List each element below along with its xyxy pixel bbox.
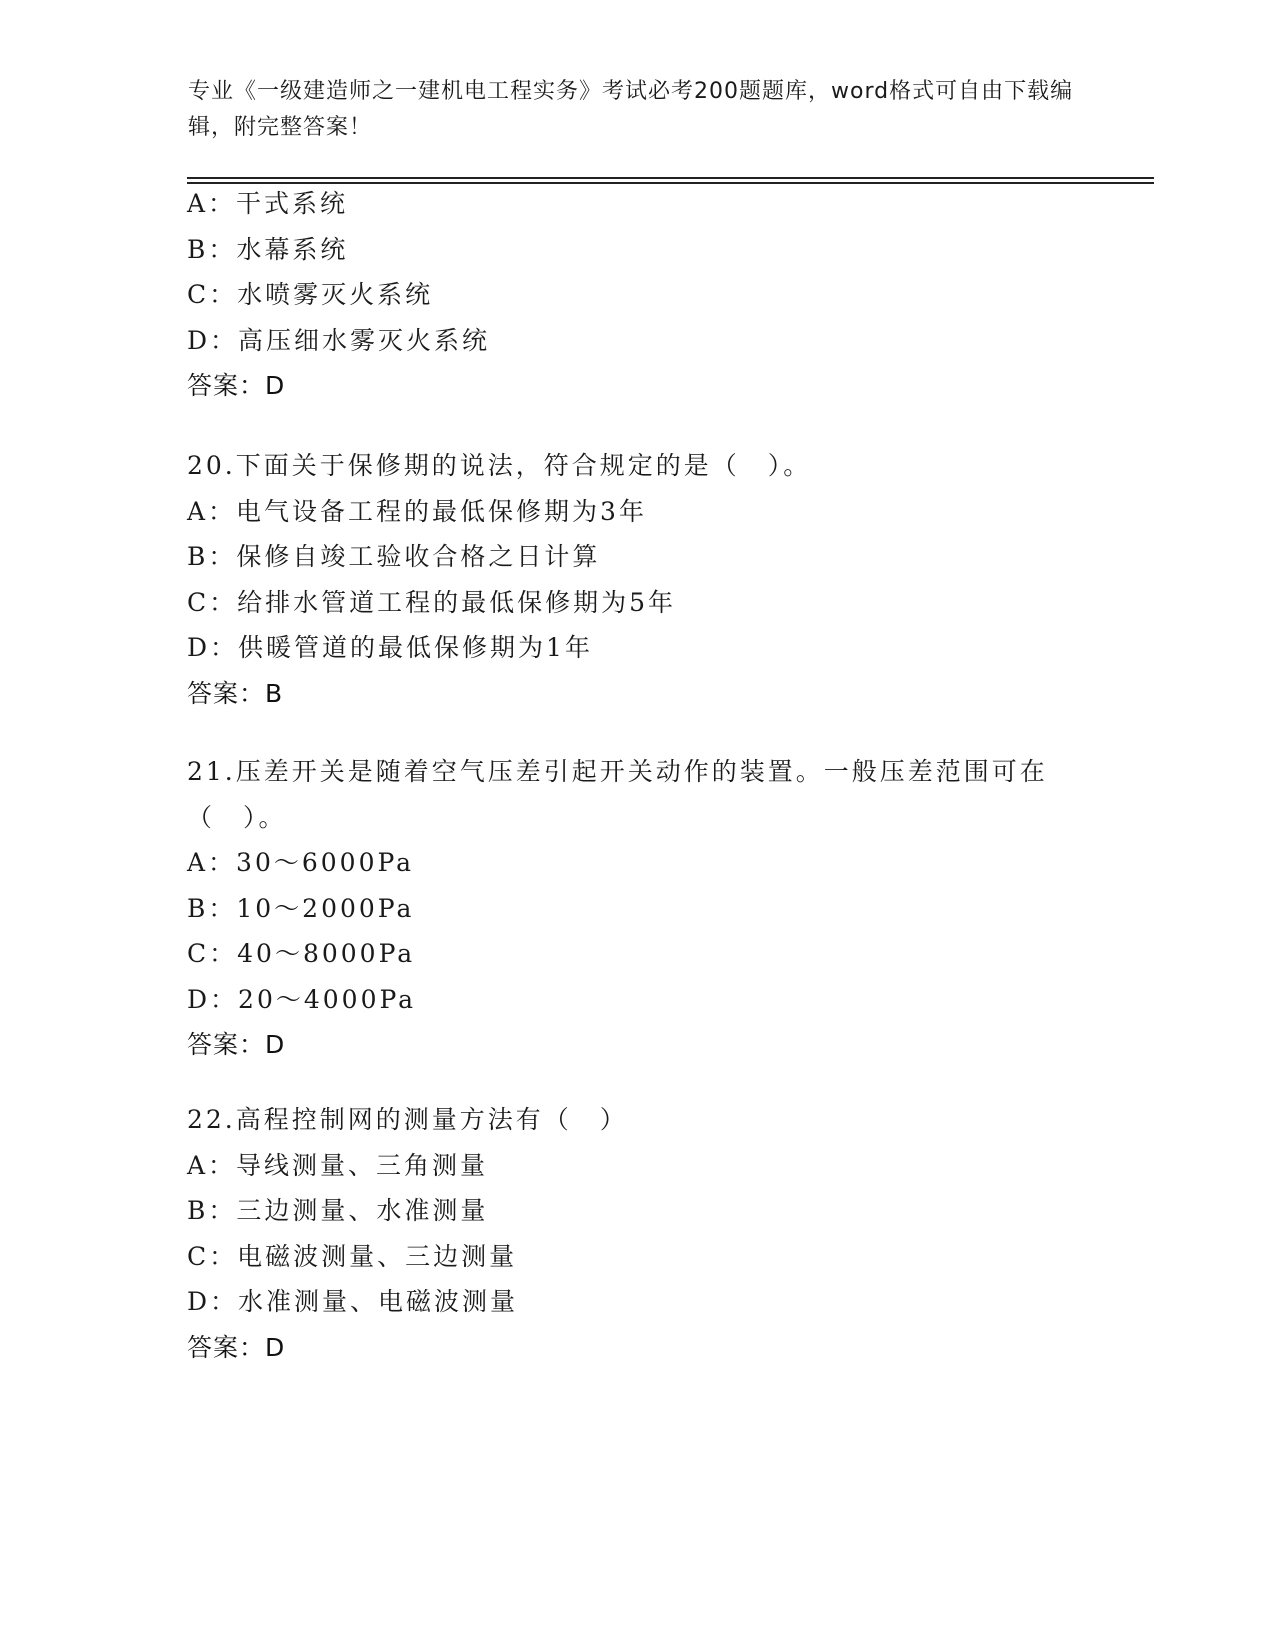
header-divider-top: [187, 177, 1154, 179]
option-b: B：保修自竣工验收合格之日计算: [187, 542, 601, 571]
option-b: B：三边测量、水准测量: [187, 1196, 489, 1225]
question-19-continued: [187, 181, 1087, 409]
option-d: D：水准测量、电磁波测量: [187, 1287, 519, 1316]
question-stem-line-1: 21.压差开关是随着空气压差引起开关动作的装置。一般压差范围可在: [187, 757, 1048, 786]
question-20: [187, 443, 1087, 716]
option-a: A：导线测量、三角测量: [187, 1150, 489, 1180]
question-stem: 22.高程控制网的测量方法有（ ）: [187, 1105, 628, 1134]
question-stem: 20.下面关于保修期的说法，符合规定的是（ ）。: [187, 451, 812, 480]
option-a: A：电气设备工程的最低保修期为3年: [187, 496, 647, 526]
option-d: D：高压细水雾灭火系统: [187, 325, 491, 355]
option-c: C：水喷雾灭火系统: [187, 280, 434, 309]
option-a: A：30～6000Pa: [187, 848, 415, 877]
header-text: 专业《一级建造师之一建机电工程实务》考试必考200题题库，word格式可自由下载编辑，附完整答案！: [188, 79, 1074, 140]
question-21: [187, 749, 1087, 1068]
option-b: B：10～2000Pa: [187, 893, 415, 923]
option-b: B：水幕系统: [187, 234, 349, 264]
option-c: C：电磁波测量、三边测量: [187, 1241, 518, 1271]
option-a: A：干式系统: [187, 189, 349, 218]
option-c: C：40～8000Pa: [187, 939, 416, 968]
answer-line: 答案：D: [187, 1030, 286, 1059]
option-d: D：20～4000Pa: [187, 984, 417, 1014]
answer-line: 答案：D: [187, 371, 286, 400]
answer-line: 答案：B: [187, 678, 284, 708]
option-c: C：给排水管道工程的最低保修期为5年: [187, 587, 677, 617]
document-header: [188, 74, 1088, 146]
question-22: [187, 1097, 1087, 1370]
answer-line: 答案：D: [187, 1332, 286, 1362]
option-d: D：供暖管道的最低保修期为1年: [187, 633, 593, 662]
question-stem-line-2: （ ）。: [187, 802, 287, 832]
